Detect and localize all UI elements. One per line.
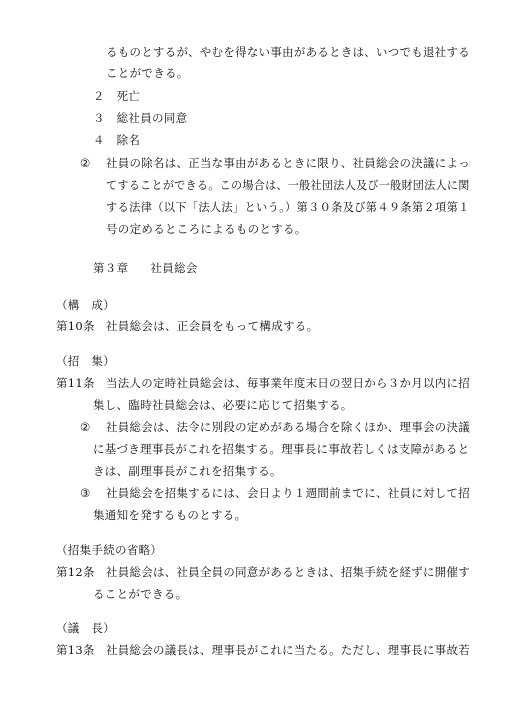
chapter-number: 第３章 bbox=[93, 261, 129, 275]
paragraph-mark: ② bbox=[80, 420, 91, 434]
expulsion-line: 社員の除名は、正当な事由があるときに限り、社員総会の決議によっ bbox=[106, 156, 470, 170]
article-label: 第13条 bbox=[56, 643, 95, 657]
article-text: ることができる。 bbox=[93, 587, 188, 601]
continuation-line-2: ことができる。 bbox=[106, 66, 189, 80]
article-text: 社員総会は、正会員をもって構成する。 bbox=[106, 319, 319, 333]
article-text: に基づき理事長がこれを招集する。理事長に事故若しくは支障があると bbox=[93, 442, 470, 456]
expulsion-line: する法律（以下「法人法」という。）第３０条及び第４９条第２項第１ bbox=[106, 200, 470, 214]
withdrawal-item bbox=[93, 110, 187, 126]
article-text: 集通知を発するものとする。 bbox=[93, 508, 247, 522]
continuation-line-1: るものとするが、やむを得ない事由があるときは、いつでも退社する bbox=[106, 45, 470, 59]
article-label: 第10条 bbox=[56, 319, 95, 333]
article-text: 社員総会は、法令に別段の定めがある場合を除くほか、理事会の決議 bbox=[106, 420, 470, 434]
item-text: 除名 bbox=[116, 133, 141, 147]
paragraph-mark: ③ bbox=[80, 486, 91, 500]
article-text: 社員総会の議長は、理事長がこれに当たる。ただし、理事長に事故若 bbox=[106, 643, 470, 657]
article-heading: （構 成） bbox=[56, 298, 115, 312]
item-number: ２ bbox=[93, 89, 105, 103]
article-text: 社員総会は、社員全員の同意があるときは、招集手続を経ずに開催す bbox=[106, 565, 470, 579]
chapter-heading bbox=[93, 260, 198, 276]
article-text: 集し、臨時社員総会は、必要に応じて招集する。 bbox=[93, 398, 353, 412]
item-number: ４ bbox=[93, 133, 105, 147]
withdrawal-item bbox=[93, 88, 140, 104]
paragraph-mark: ② bbox=[80, 156, 91, 170]
item-number: ３ bbox=[93, 111, 105, 125]
article-label: 第11条 bbox=[56, 376, 95, 390]
expulsion-line: 号の定めるところによるものとする。 bbox=[106, 222, 307, 236]
article-text: 当法人の定時社員総会は、毎事業年度末日の翌日から３か月以内に招 bbox=[106, 376, 470, 390]
item-text: 死亡 bbox=[116, 89, 141, 103]
chapter-title: 社員総会 bbox=[150, 261, 198, 275]
article-heading: （招 集） bbox=[56, 354, 115, 368]
article-heading: （招集手続の省略） bbox=[56, 543, 163, 557]
article-text: きは、副理事長がこれを招集する。 bbox=[93, 464, 282, 478]
article-label: 第12条 bbox=[56, 565, 95, 579]
article-text: 社員総会を招集するには、会日より１週間前までに、社員に対して招 bbox=[106, 486, 470, 500]
article-heading: （議 長） bbox=[56, 621, 115, 635]
expulsion-line: てすることができる。この場合は、一般社団法人及び一般財団法人に関 bbox=[106, 178, 470, 192]
withdrawal-item bbox=[93, 132, 140, 148]
item-text: 総社員の同意 bbox=[116, 111, 188, 125]
